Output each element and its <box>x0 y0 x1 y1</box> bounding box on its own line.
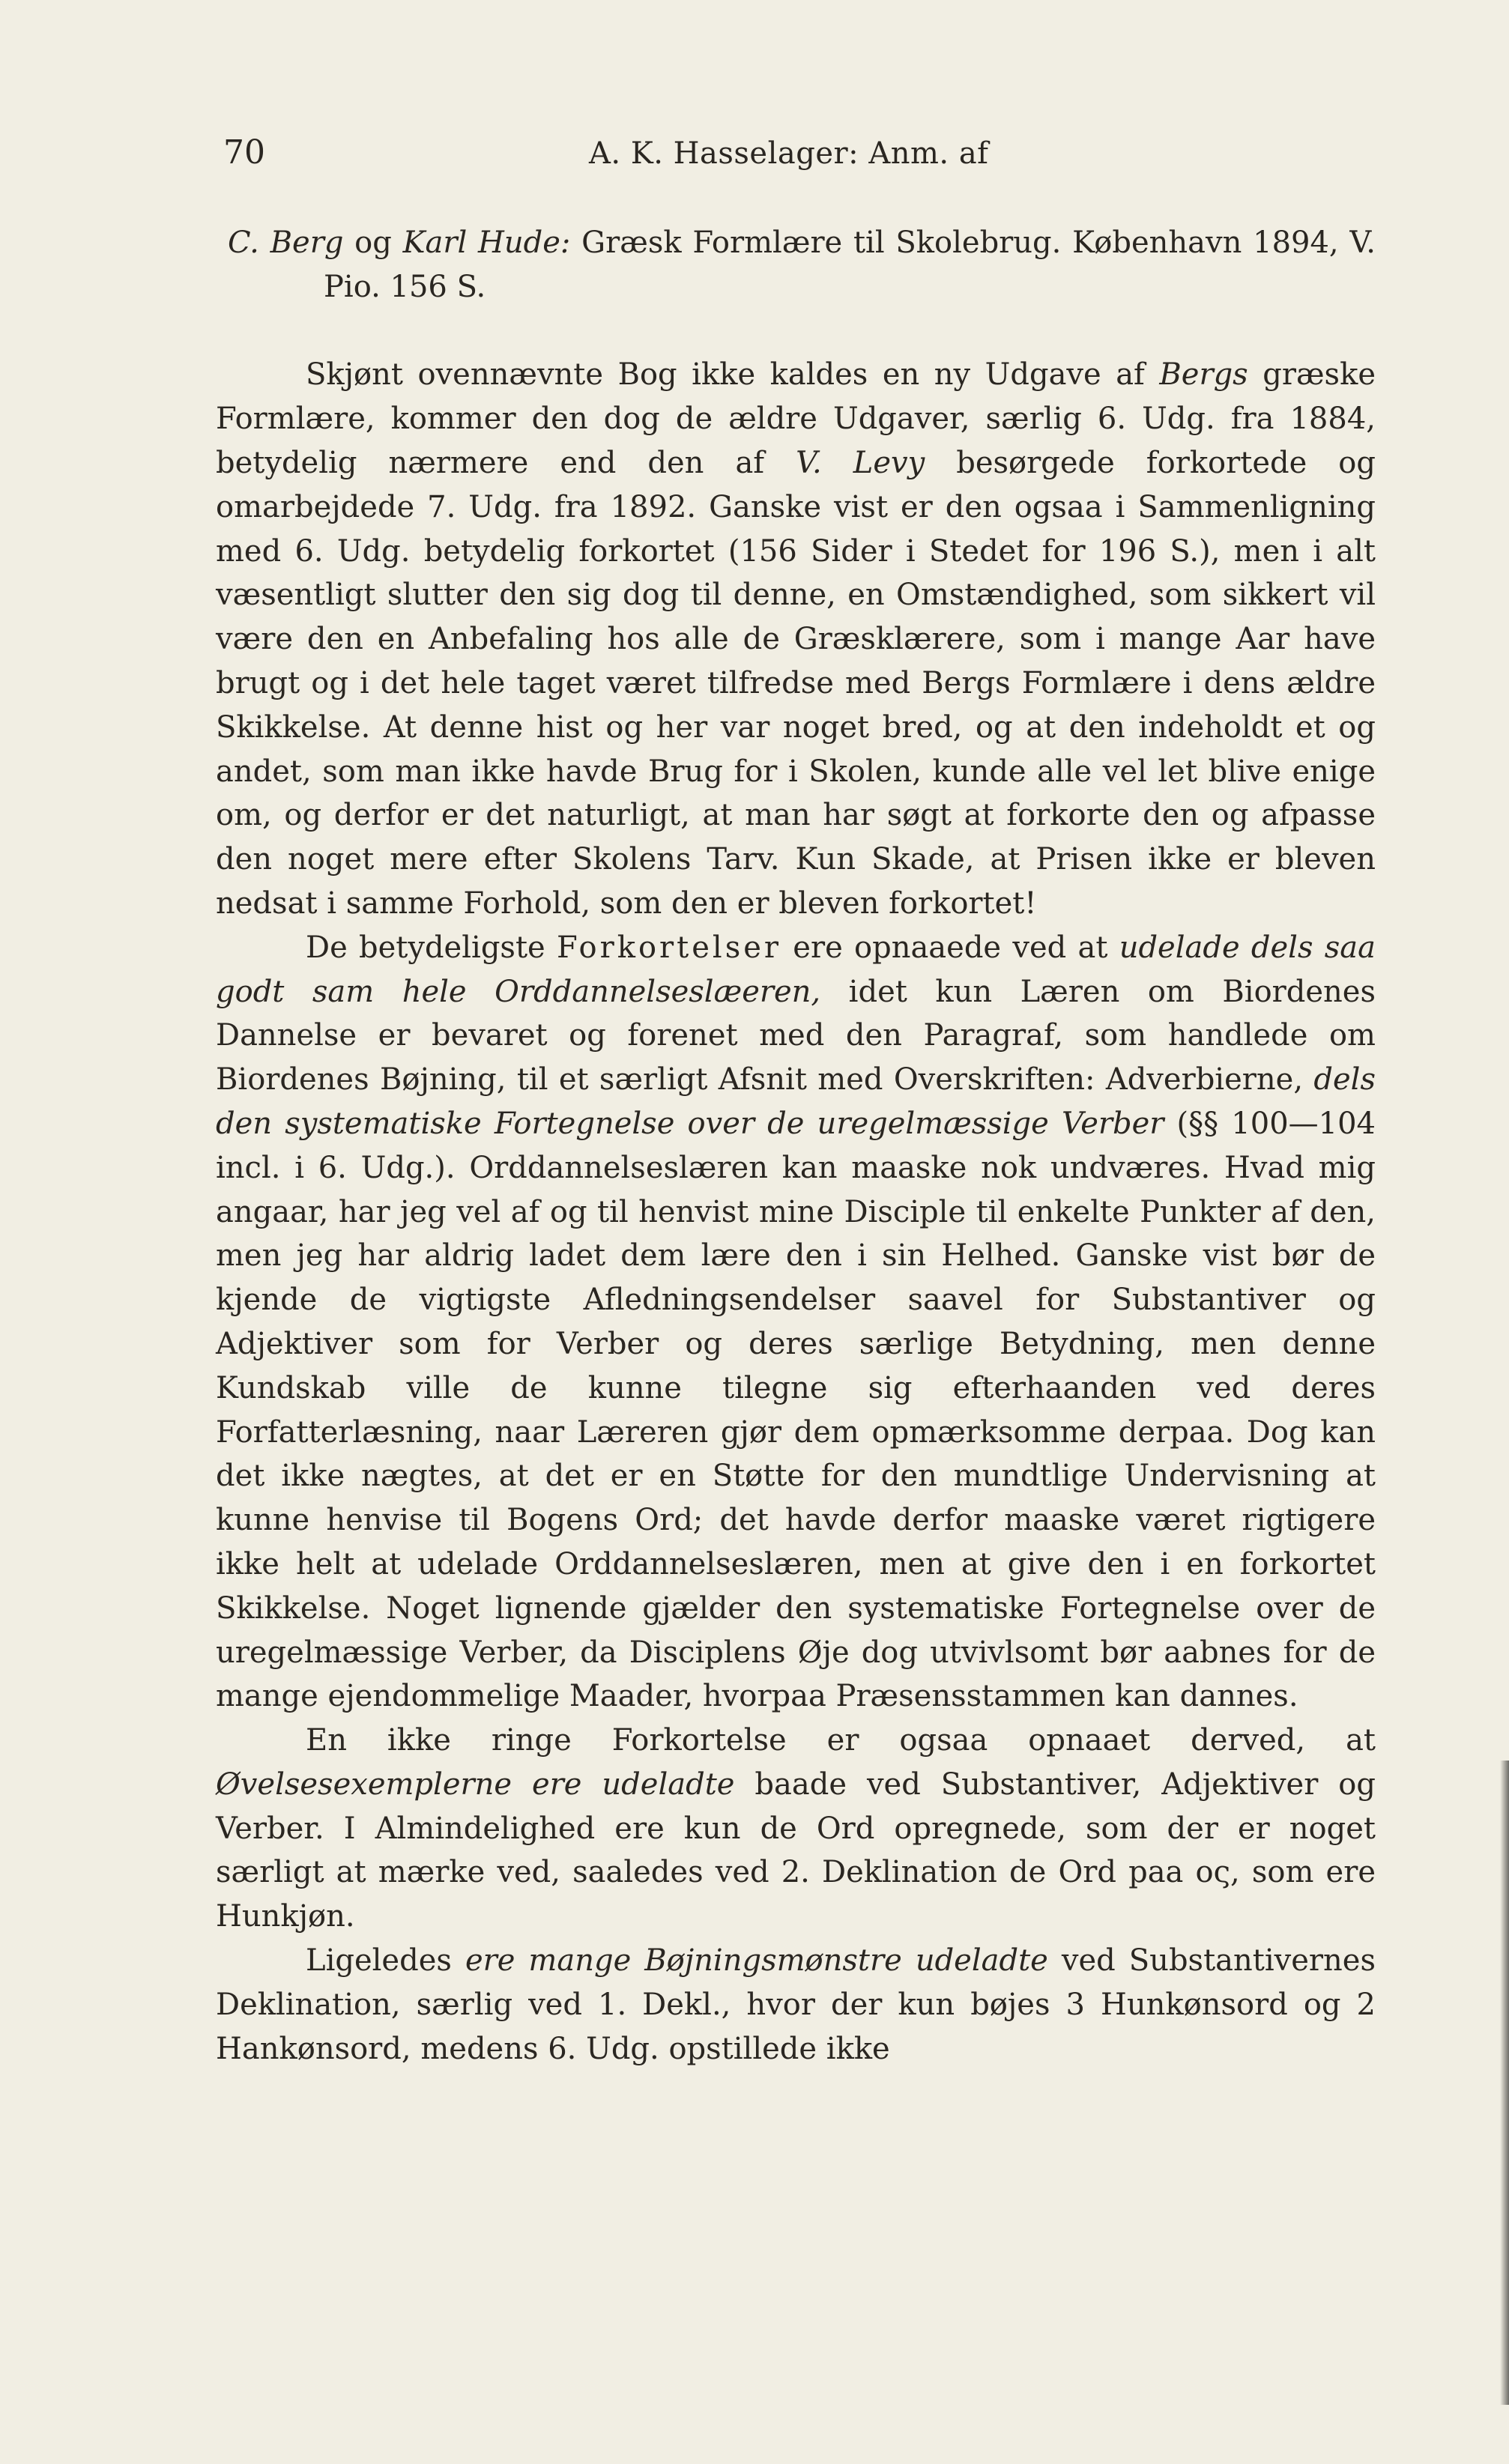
paragraph-3 <box>216 1719 1376 1939</box>
author-berg: C. Berg <box>228 225 344 260</box>
p1-italic-1: Bergs <box>1159 357 1248 393</box>
main-text <box>216 221 1376 2071</box>
page-edge-shadow <box>1500 1761 1509 2405</box>
p2-text-1: De betydeligste <box>306 930 557 965</box>
p3-text-1: En ikke ringe Forkortelse er ogsaa opnaaet derved, at <box>306 1723 1376 1758</box>
p4-text-1: Ligeledes <box>306 1943 465 1979</box>
p1-text-3: besørgede forkortede og omarbejdede 7. Udg. fra 1892. Ganske vist er den ogsaa i Sammenligning med 6. Udg. betydelig forkortet (156 Sider i Stedet for 196 S.), men i alt væsentligt slutter den sig dog til denne, en Omstændighed, som sikkert vil være den en Anbefaling hos alle de Græsklærere, som i mange Aar have brugt og i det hele taget været tilfredse med Bergs Formlære i dens ældre Skikkelse. At denne hist og her var noget bred, og at den indeholdt et og andet, som man ikke havde Brug for i Skolen, kunde alle vel let blive enige om, og derfor er det naturligt, at man har søgt at forkorte den og afpasse den noget mere efter Skolens Tarv. Kun Skade, at Prisen ikke er bleven nedsat i samme Forhold, som den er bleven forkortet! <box>216 445 1376 921</box>
paragraph-1 <box>216 353 1376 925</box>
p3-text-2: baade ved Substantiver, Adjektiver og Verber. I Almindelighed ere kun de Ord opregnede, som der er noget særligt at mærke ved, saaledes ved 2. Deklination de Ord paa ος, som ere Hunkjøn. <box>216 1767 1376 1934</box>
running-head: A. K. Hasselager: Anm. af <box>589 136 989 171</box>
paragraph-2 <box>216 926 1376 1719</box>
p4-italic-1: ere mange Bøjningsmønstre udeladte <box>465 1943 1048 1979</box>
author-hude: Karl Hude: <box>402 225 571 260</box>
page-header <box>223 133 1370 178</box>
p2-text-2: ere opnaaede ved at <box>781 930 1119 965</box>
p2-italic-2: dels den systematiske Fortegnelse over de uregelmæssige Verber <box>216 1062 1376 1141</box>
p3-italic-1: Øvelsesexemplerne ere udeladte <box>216 1767 735 1802</box>
paragraph-4 <box>216 1939 1376 2071</box>
p1-text-2: græske Formlære, kommer den dog de ældre Udgaver, særlig 6. Udg. fra 1884, betydelig nærmere end den af <box>216 357 1376 480</box>
p2-text-4: (§§ 100—104 incl. i 6. Udg.). Orddannelseslæren kan maaske nok undværes. Hvad mig angaar, har jeg vel af og til henvist mine Disciple til enkelte Punkter af den, men jeg har aldrig ladet dem lære den i sin Helhed. Ganske vist bør de kjende de vigtigste Afledningsendelser saavel for Substantiver og Adjektiver som for Verber og deres særlige Betydning, men denne Kundskab ville de kunne tilegne sig efterhaanden ved deres Forfatterlæsning, naar Læreren gjør dem opmærksomme derpaa. Dog kan det ikke nægtes, at det er en Støtte for den mundtlige Undervisning at kunne henvise til Bogens Ord; det havde derfor maaske været rigtigere ikke helt at udelade Orddannelseslæren, men at give den i en forkortet Skikkelse. Noget lignende gjælder den systematiske Fortegnelse over de uregelmæssige Verber, da Disciplens Øje dog utvivlsomt bør aabnes for de mange ejendommelige Maader, hvorpaa Præsensstammen kan dannes. <box>216 1106 1376 1714</box>
bibliographic-entry <box>228 221 1376 309</box>
p2-text-3: idet kun Læren om Biordenes Dannelse er bevaret og forenet med den Paragraf, som handlede om Biordenes Bøjning, til et særligt Afsnit med Overskriften: Adverbierne, <box>216 974 1376 1098</box>
p4-text-2: ved Substantivernes Deklination, særlig ved 1. Dekl., hvor der kun bøjes 3 Hunkønsord og 2 Hankønsord, medens 6. Udg. opstillede ikke <box>216 1943 1376 2066</box>
bib-conjunction: og <box>343 225 403 260</box>
p1-italic-2: V. Levy <box>796 445 925 480</box>
p1-text-1: Skjønt ovennævnte Bog ikke kaldes en ny Udgave af <box>306 357 1160 393</box>
p2-italic-1: udelade dels saa godt sam hele Orddannelseslæeren, <box>216 930 1376 1009</box>
bib-details: Græsk Formlære til Skolebrug. København 1894, V. Pio. 156 S. <box>324 225 1376 304</box>
p2-spaced-1: Forkortelser <box>556 930 782 965</box>
page-number: 70 <box>223 133 265 172</box>
